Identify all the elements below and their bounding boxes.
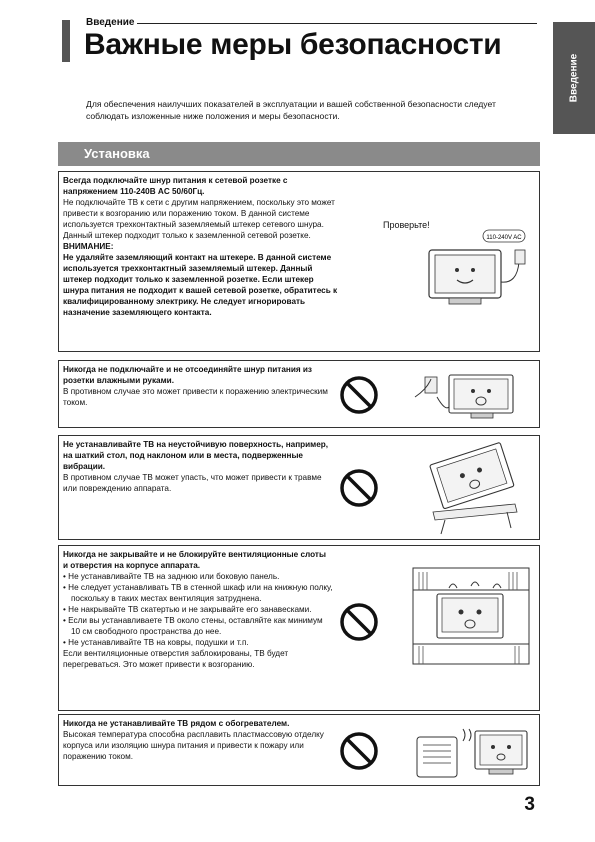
box-body: Не подключайте ТВ к сети с другим напряжением, поскольку это может привести к возгоранию или поражению током. В данной системе используется трехконтактный заземляемый штекер сетевого шнура. Данный штекер подходит только к заземленной сетевой розетке. xyxy=(63,198,335,240)
box-body: Высокая температура способна расплавить пластмассовую отделку корпуса или изоляцию шнура питания и привести к пожару или поражению током. xyxy=(63,730,324,761)
falling-tv-illustration xyxy=(415,442,533,536)
heater-tv-illustration xyxy=(411,719,533,783)
safety-box-4-text xyxy=(63,549,333,670)
safety-box-5-text xyxy=(63,718,333,762)
safety-box-2-text xyxy=(63,364,333,408)
prohibition-icon xyxy=(339,731,379,771)
wet-hands-illustration xyxy=(409,367,531,425)
box-tail: Если вентиляционные отверстия заблокированы, ТВ будет перегреваться. Это может привести к возгоранию. xyxy=(63,649,289,669)
section-band xyxy=(58,142,540,166)
warning-title: ВНИМАНИЕ: xyxy=(63,242,114,251)
box-heading: Не устанавливайте ТВ на неустойчивую поверхность, например, на шаткий стол, под наклоном или в места, подверженные вибрации. xyxy=(63,440,329,471)
warning-body: Не удаляйте заземляющий контакт на штекере. В данной системе используется трехконтактный заземляемый штекер. Данный штекер подходит только к заземленной розетке. Если штекер шнура питания не подходит к вашей сетевой розетке, обратитесь к квалифицированному электрику. Не следует игнорировать назначение заземляющего контакта. xyxy=(63,253,338,317)
box-heading: Никогда не устанавливайте ТВ рядом с обогревателем. xyxy=(63,719,290,728)
intro-text: Для обеспечения наилучших показателей в эксплуатации и вашей собственной безопасности следует соблюдать изложенные ниже положения и меры безопасности. xyxy=(86,99,496,121)
list-item: • Не устанавливайте ТВ на заднюю или боковую панель. xyxy=(63,571,333,582)
safety-box-3-text xyxy=(63,439,333,494)
page-title: Важные меры безопасности xyxy=(84,28,502,61)
prohibition-icon xyxy=(339,602,379,642)
section-label: Введение xyxy=(86,17,137,28)
safety-box-5 xyxy=(58,714,540,786)
section-band-label: Установка xyxy=(84,146,150,161)
list-item: • Не устанавливайте ТВ на ковры, подушки и т.п. xyxy=(63,637,333,648)
list-item: • Если вы устанавливаете ТВ около стены, оставляйте как минимум 10 см свободного пространства до нее. xyxy=(63,615,333,637)
list-item: • Не следует устанавливать ТВ в стенной шкаф или на книжную полку, поскольку в таких местах вентиляция затруднена. xyxy=(63,582,333,604)
list-item: • Не накрывайте ТВ скатертью и не закрывайте его занавесками. xyxy=(63,604,333,615)
safety-box-1 xyxy=(58,171,540,352)
safety-box-4 xyxy=(58,545,540,711)
title-accent-bar xyxy=(62,20,70,62)
side-tab-label: Введение xyxy=(568,53,580,103)
prohibition-icon xyxy=(339,468,379,508)
box-body: В противном случае это может привести к поражению электрическим током. xyxy=(63,387,328,407)
bookshelf-tv-illustration xyxy=(409,560,533,670)
page-number: 3 xyxy=(524,794,535,815)
side-tab xyxy=(553,22,595,134)
safety-box-2 xyxy=(58,360,540,428)
box-heading: Всегда подключайте шнур питания к сетевой розетке с напряжением 110-240В AC 50/60Гц. xyxy=(63,176,288,196)
tv-plug-illustration xyxy=(419,222,531,312)
box-heading: Никогда не подключайте и не отсоединяйте шнур питания из розетки влажными руками. xyxy=(63,365,313,385)
check-label: Проверьте! xyxy=(383,220,430,230)
box-heading: Никогда не закрывайте и не блокируйте вентиляционные слоты и отверстия на корпусе аппарата. xyxy=(63,550,326,570)
ventilation-list xyxy=(63,571,333,648)
section-rule xyxy=(86,23,537,24)
prohibition-icon xyxy=(339,375,379,415)
safety-box-1-text xyxy=(63,175,338,318)
box-body: В противном случае ТВ может упасть, что может привести к травме или повреждению аппарата. xyxy=(63,473,322,493)
voltage-label: 110-240V AC xyxy=(486,235,522,241)
safety-box-3 xyxy=(58,435,540,540)
